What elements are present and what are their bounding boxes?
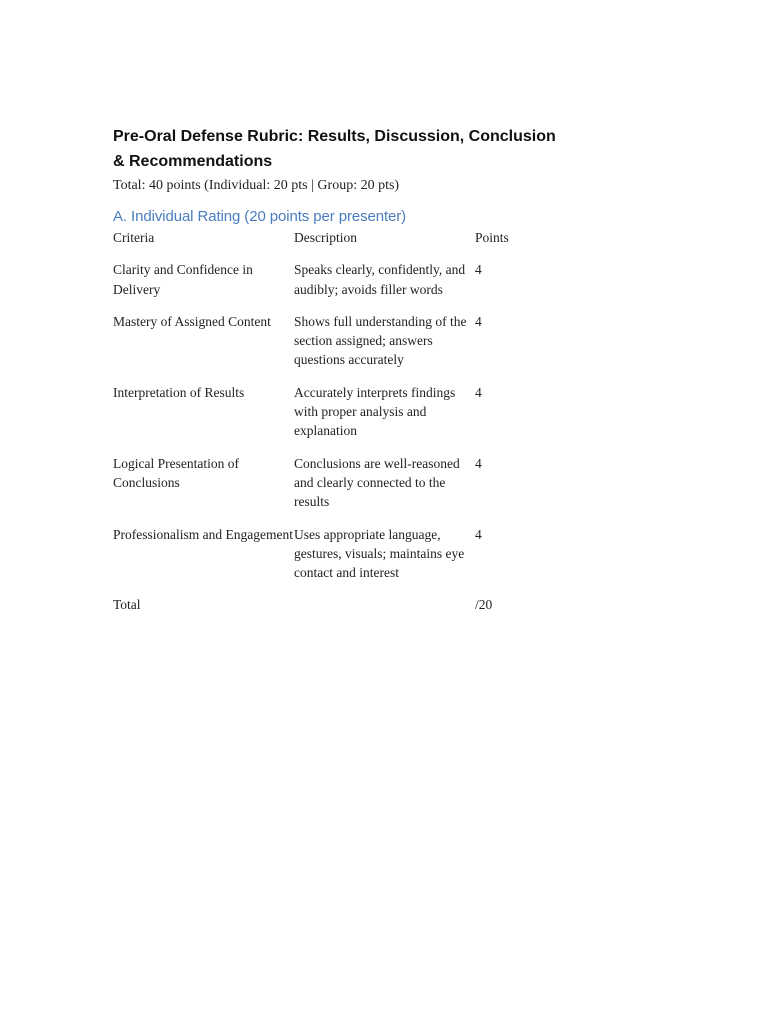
table-row [113, 312, 535, 383]
header-criteria: Criteria [113, 230, 155, 245]
document-title: Pre-Oral Defense Rubric: Results, Discussion, Conclusion & Recommendations [113, 128, 556, 170]
points-cell: 4 [475, 384, 482, 400]
total-description [294, 595, 475, 614]
table-row [113, 525, 535, 596]
document-page [113, 124, 673, 615]
criteria-cell: Logical Presentation of Conclusions [113, 455, 239, 490]
table-row [113, 454, 535, 525]
total-label: Total [113, 597, 141, 613]
description-cell: Speaks clearly, confidently, and audibly; avoids filler words [294, 262, 466, 297]
total-points: /20 [475, 597, 493, 613]
description-cell: Uses appropriate language, gestures, visuals; maintains eye contact and interest [294, 526, 465, 581]
points-cell: 4 [475, 526, 482, 542]
header-description: Description [294, 230, 357, 245]
description-cell: Shows full understanding of the section assigned; answers questions accurately [294, 313, 467, 368]
rubric-table [113, 228, 535, 615]
criteria-cell: Mastery of Assigned Content [113, 313, 271, 329]
criteria-cell: Professionalism and Engagement [113, 526, 293, 542]
table-row [113, 383, 535, 454]
criteria-cell: Interpretation of Results [113, 384, 245, 400]
document-subtitle: Total: 40 points (Individual: 20 pts | Group: 20 pts) [113, 178, 400, 193]
header-points: Points [475, 230, 509, 245]
points-cell: 4 [475, 455, 482, 471]
description-cell: Accurately interprets findings with proper analysis and explanation [294, 384, 456, 439]
points-cell: 4 [475, 262, 482, 278]
table-row [113, 260, 535, 312]
table-total-row [113, 595, 535, 614]
description-cell: Conclusions are well-reasoned and clearly connected to the results [294, 455, 460, 510]
table-header-row [113, 228, 535, 260]
section-heading: A. Individual Rating (20 points per presenter) [113, 208, 407, 225]
criteria-cell: Clarity and Confidence in Delivery [113, 262, 253, 297]
points-cell: 4 [475, 313, 482, 329]
